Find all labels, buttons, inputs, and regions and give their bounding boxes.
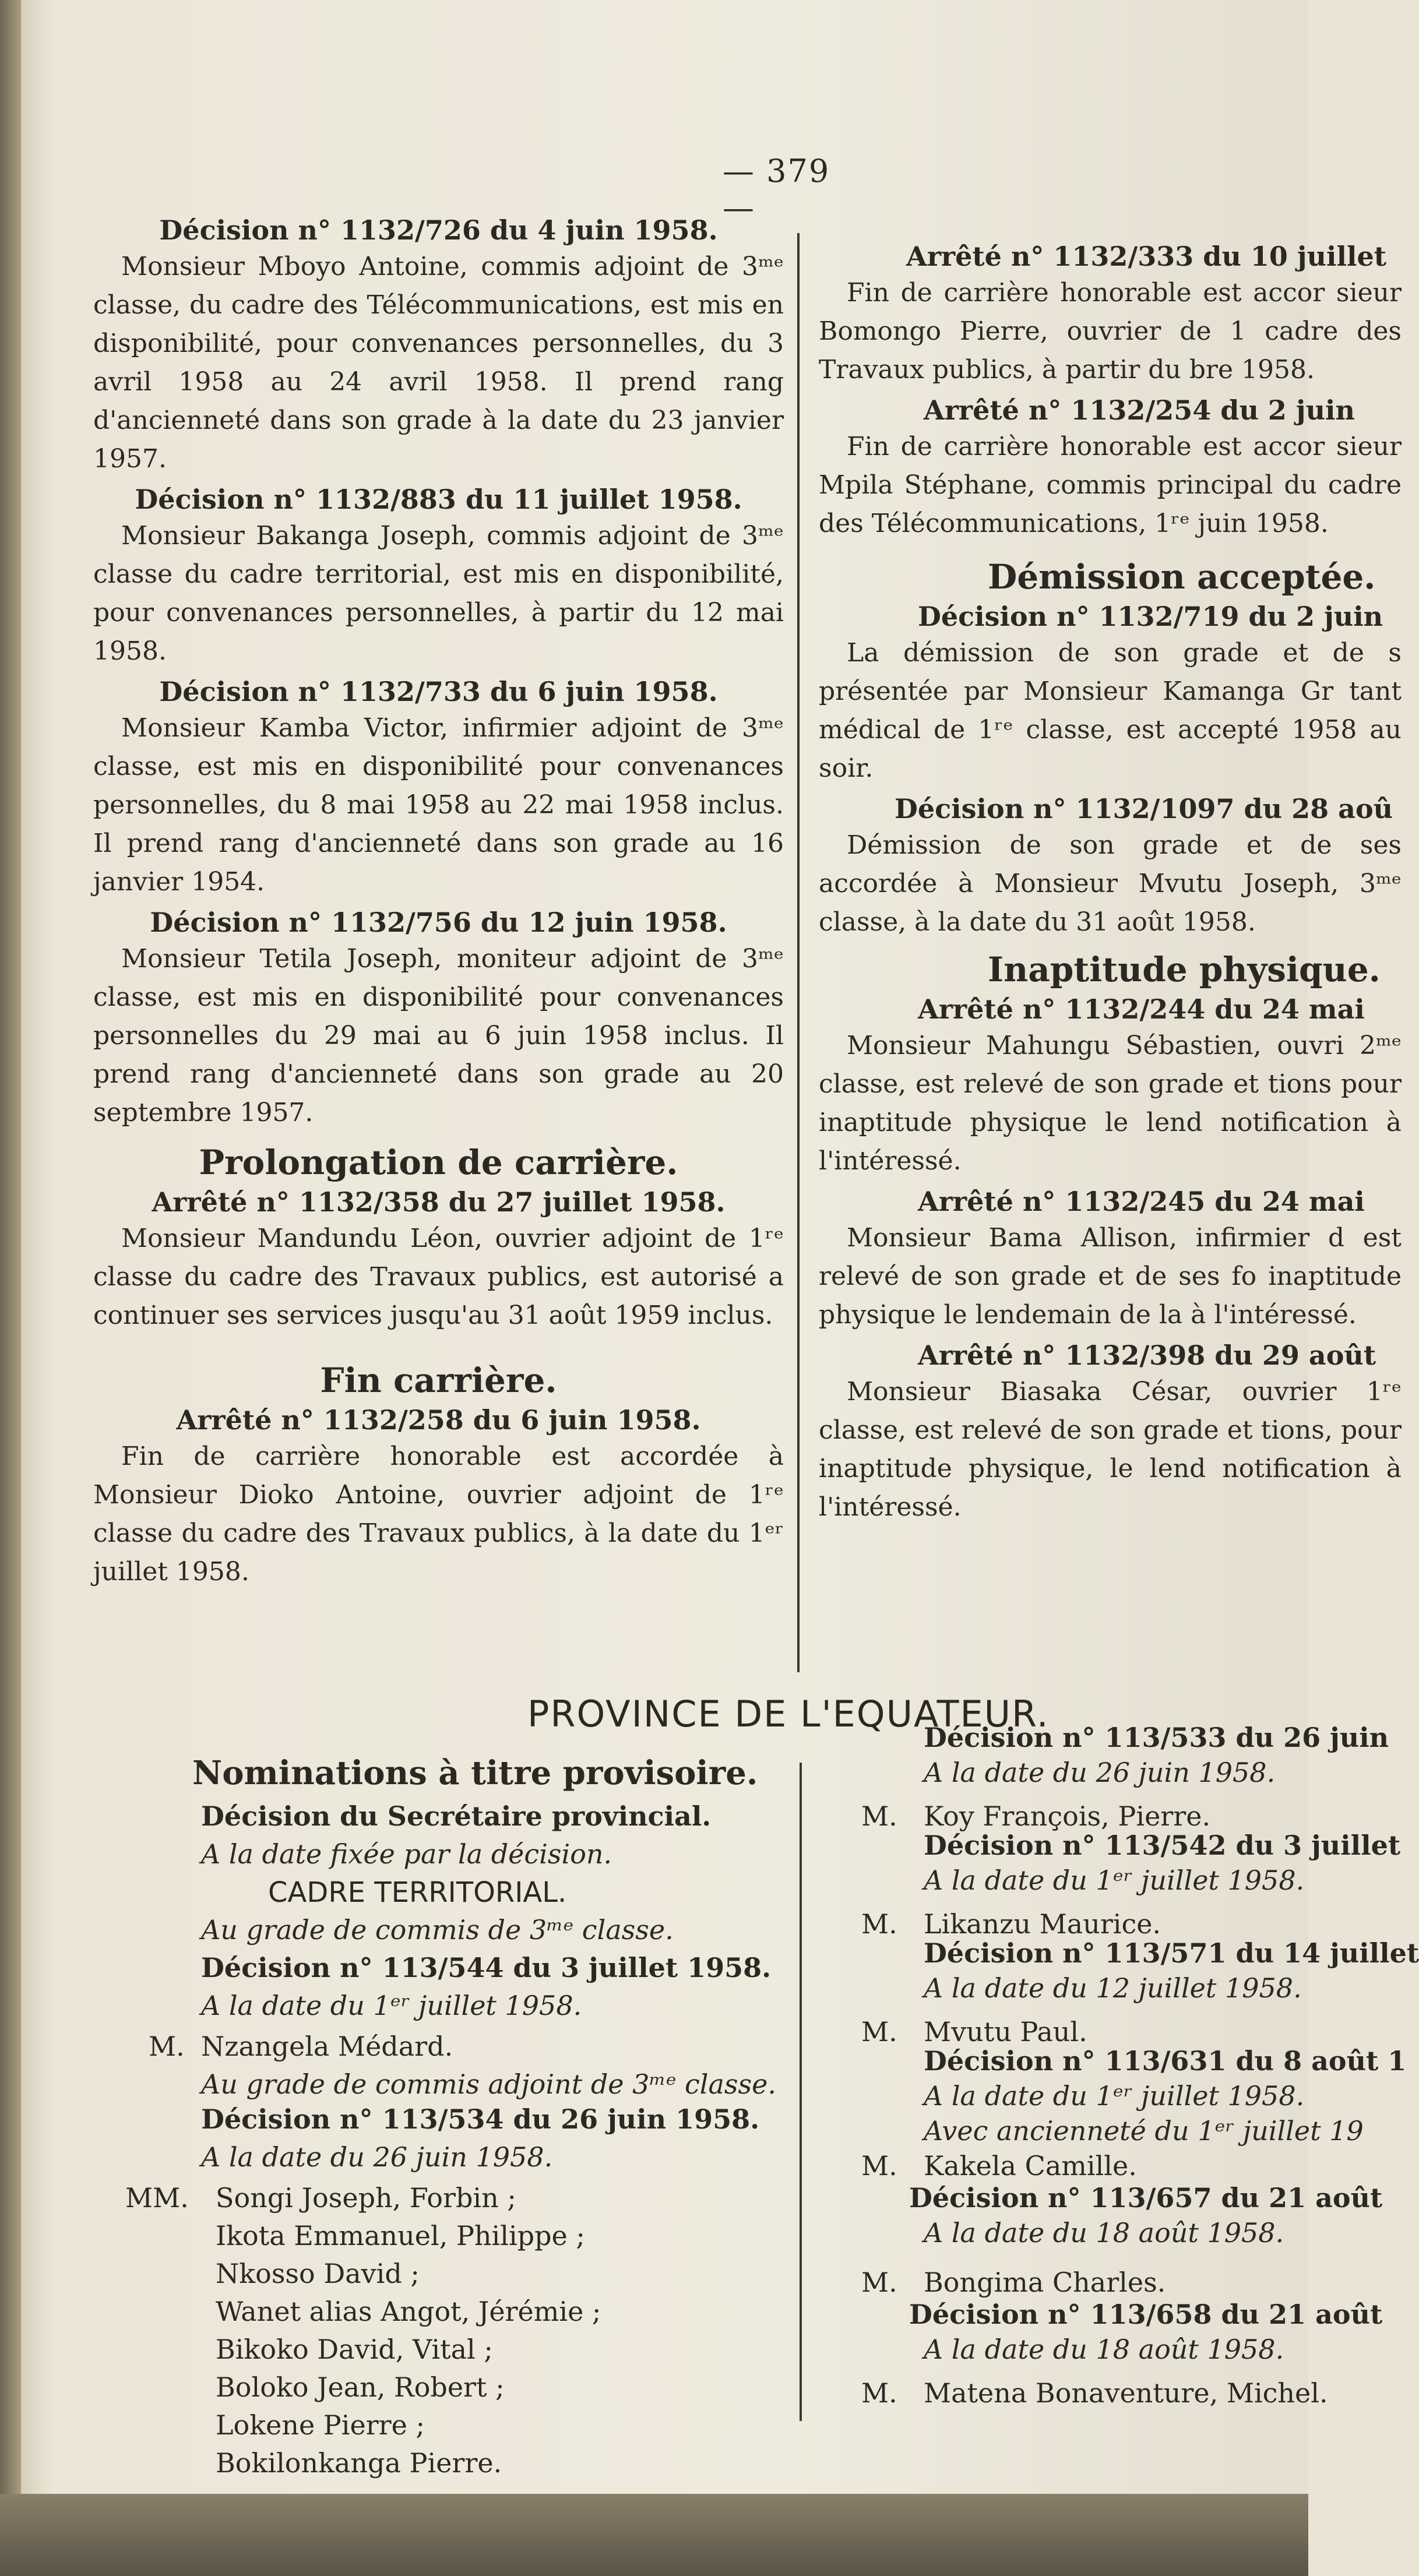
decision-text: Monsieur Tetila Joseph, moniteur adjoint de 3ᵐᵉ classe, est mis en disponibilité pour convenances personnelles du 29 mai au 6 juin 1958 inclus. Il prend rang d'ancienneté dans son grade au 20 septembre 1957.: [93, 944, 784, 1127]
arrete-text: Monsieur Mahungu Sébastien, ouvri 2ᵐᵉ classe, est relevé de son grade et tions pour inaptitude physique le lend notification à l'intéressé.: [819, 1031, 1402, 1176]
arrete-text: Fin de carrière honorable est accor sieur Mpila Stéphane, commis principal du cadre des Télécommunications, 1ʳᵉ juin 1958.: [819, 432, 1402, 538]
column-divider: [797, 233, 800, 1672]
arrete-title: Arrêté n° 1132/358 du 27 juillet 1958.: [152, 1186, 726, 1218]
name-prefix: M.: [149, 2031, 185, 2062]
name-prefix: M.: [861, 1800, 897, 1832]
decision-title: Décision n° 1132/1097 du 28 aoû: [895, 793, 1393, 824]
nominee-name: Ikota Emmanuel, Philippe ;: [216, 2220, 585, 2251]
nominee-name: Wanet alias Angot, Jérémie ;: [216, 2296, 601, 2327]
decision-title: Décision n° 113/544 du 3 juillet 1958.: [201, 1952, 772, 1983]
decision-title: Décision n° 113/571 du 14 juillet: [924, 1937, 1419, 1969]
name-prefix: M.: [861, 2377, 897, 2409]
decision-authority: Décision du Secrétaire provincial.: [201, 1800, 712, 1832]
arrete-text: Monsieur Biasaka César, ouvrier 1ʳᵉ classe, est relevé de son grade et tions, pour inaptitude physique, le lend notification à l'intéressé.: [819, 1377, 1402, 1522]
arrete-title: Arrêté n° 1132/333 du 10 juillet: [906, 241, 1386, 272]
date-note: A la date du 18 août 1958.: [924, 2334, 1284, 2365]
date-note: A la date du 26 juin 1958.: [924, 1757, 1276, 1788]
book-spine: [0, 0, 21, 2576]
page-number: — 379 —: [723, 153, 830, 226]
date-note: A la date du 1ᵉʳ juillet 1958.: [924, 2080, 1305, 2112]
province-heading: PROVINCE DE L'EQUATEUR.: [527, 1693, 1050, 1735]
date-note: A la date fixée par la décision.: [201, 1838, 612, 1870]
decision-title: Décision n° 113/658 du 21 août: [909, 2299, 1383, 2330]
section-heading: Fin carrière.: [320, 1361, 557, 1400]
book-bottom-edge: [0, 2494, 1308, 2576]
decision-title: Décision n° 1132/883 du 11 juillet 1958.: [135, 484, 742, 515]
decision-title: Décision n° 113/542 du 3 juillet: [924, 1830, 1401, 1861]
arrete-title: Arrêté n° 1132/254 du 2 juin: [924, 394, 1355, 426]
nominee-name: Likanzu Maurice.: [924, 1908, 1161, 1940]
decision-title: Décision n° 1132/726 du 4 juin 1958.: [159, 214, 718, 246]
nominee-name: Songi Joseph, Forbin ;: [216, 2182, 516, 2214]
nominee-name: Lokene Pierre ;: [216, 2409, 425, 2441]
nominee-name: Koy François, Pierre.: [924, 1800, 1211, 1832]
nominee-name: Matena Bonaventure, Michel.: [924, 2377, 1328, 2409]
name-prefix: MM.: [125, 2182, 189, 2214]
decision-text: Monsieur Kamba Victor, infirmier adjoint de 3ᵐᵉ classe, est mis en disponibilité pour convenances personnelles, du 8 mai 1958 au 22 mai 1958 inclus. Il prend rang d'ancienneté dans son grade au 16 janvier 1954.: [93, 713, 784, 897]
decision-title: Décision n° 113/631 du 8 août 1: [924, 2045, 1407, 2077]
decision-text: Démission de son grade et de ses accordée à Monsieur Mvutu Joseph, 3ᵐᵉ classe, à la date du 31 août 1958.: [819, 830, 1402, 937]
arrete-title: Arrêté n° 1132/398 du 29 août: [918, 1340, 1376, 1371]
decision-title: Décision n° 1132/733 du 6 juin 1958.: [159, 676, 718, 707]
arrete-title: Arrêté n° 1132/244 du 24 mai: [918, 993, 1365, 1025]
decision-text: Monsieur Mboyo Antoine, commis adjoint de 3ᵐᵉ classe, du cadre des Télécommunications, est mis en disponibilité, pour convenances personnelles, du 3 avril 1958 au 24 avril 1958. Il prend rang d'ancienneté dans son grade à la date du 23 janvier 1957.: [93, 252, 784, 474]
seniority-note: Avec ancienneté du 1ᵉʳ juillet 19: [924, 2115, 1364, 2147]
section-heading: Inaptitude physique.: [988, 950, 1381, 989]
arrete-text: Fin de carrière honorable est accor sieur Bomongo Pierre, ouvrier de 1 cadre des Travaux publics, à partir du bre 1958.: [819, 278, 1402, 385]
arrete-text: Monsieur Bama Allison, infirmier d est relevé de son grade et de ses fo inaptitude physique le lendemain de la à l'intéressé.: [819, 1223, 1402, 1330]
decision-title: Décision n° 1132/719 du 2 juin: [918, 601, 1383, 632]
decision-title: Décision n° 113/534 du 26 juin 1958.: [201, 2103, 760, 2135]
date-note: A la date du 1ᵉʳ juillet 1958.: [924, 1865, 1305, 1896]
date-note: A la date du 1ᵉʳ juillet 1958.: [201, 1990, 582, 2021]
decision-title: Décision n° 113/657 du 21 août: [909, 2182, 1383, 2214]
decision-title: Décision n° 1132/756 du 12 juin 1958.: [150, 907, 727, 938]
nominee-name: Mvutu Paul.: [924, 2016, 1087, 2048]
section-heading: Nominations à titre provisoire.: [192, 1754, 758, 1792]
arrete-text: Monsieur Mandundu Léon, ouvrier adjoint de 1ʳᵉ classe du cadre des Travaux publics, est autorisé a continuer ses services jusqu'au 31 août 1959 inclus.: [93, 1224, 784, 1330]
name-prefix: M.: [861, 2150, 897, 2182]
name-prefix: M.: [861, 2267, 897, 2298]
cadre-heading: CADRE TERRITORIAL.: [268, 1876, 567, 1909]
name-prefix: M.: [861, 2016, 897, 2048]
nominee-name: Boloko Jean, Robert ;: [216, 2371, 505, 2403]
grade-note: Au grade de commis adjoint de 3ᵐᵉ classe.: [201, 2068, 776, 2100]
column-divider: [800, 1763, 802, 2421]
nominee-name: Bongima Charles.: [924, 2267, 1166, 2298]
nominee-name: Kakela Camille.: [924, 2150, 1137, 2182]
nominee-name: Nzangela Médard.: [201, 2031, 453, 2062]
arrete-title: Arrêté n° 1132/258 du 6 juin 1958.: [176, 1404, 701, 1436]
arrete-text: Fin de carrière honorable est accordée à Monsieur Dioko Antoine, ouvrier adjoint de 1ʳᵉ classe du cadre des Travaux publics, à la date du 1ᵉʳ juillet 1958.: [93, 1442, 784, 1587]
date-note: A la date du 18 août 1958.: [924, 2217, 1284, 2249]
nominee-name: Bokilonkanga Pierre.: [216, 2447, 502, 2479]
name-prefix: M.: [861, 1908, 897, 1940]
date-note: A la date du 12 juillet 1958.: [924, 1972, 1302, 2004]
arrete-title: Arrêté n° 1132/245 du 24 mai: [918, 1186, 1365, 1217]
decision-text: La démission de son grade et de s présentée par Monsieur Kamanga Gr tant médical de 1ʳᵉ classe, est accepté 1958 au soir.: [819, 638, 1402, 783]
date-note: A la date du 26 juin 1958.: [201, 2141, 553, 2173]
nominee-name: Bikoko David, Vital ;: [216, 2334, 493, 2365]
section-heading: Prolongation de carrière.: [199, 1143, 678, 1182]
grade-note: Au grade de commis de 3ᵐᵉ classe.: [201, 1914, 674, 1946]
section-heading: Démission acceptée.: [988, 557, 1376, 597]
decision-text: Monsieur Bakanga Joseph, commis adjoint de 3ᵐᵉ classe du cadre territorial, est mis en disponibilité, pour convenances personnelles, à partir du 12 mai 1958.: [93, 521, 784, 666]
right-column: [819, 239, 1402, 1527]
decision-title: Décision n° 113/533 du 26 juin: [924, 1722, 1389, 1753]
nominee-name: Nkosso David ;: [216, 2258, 420, 2289]
left-column: [93, 213, 784, 1591]
